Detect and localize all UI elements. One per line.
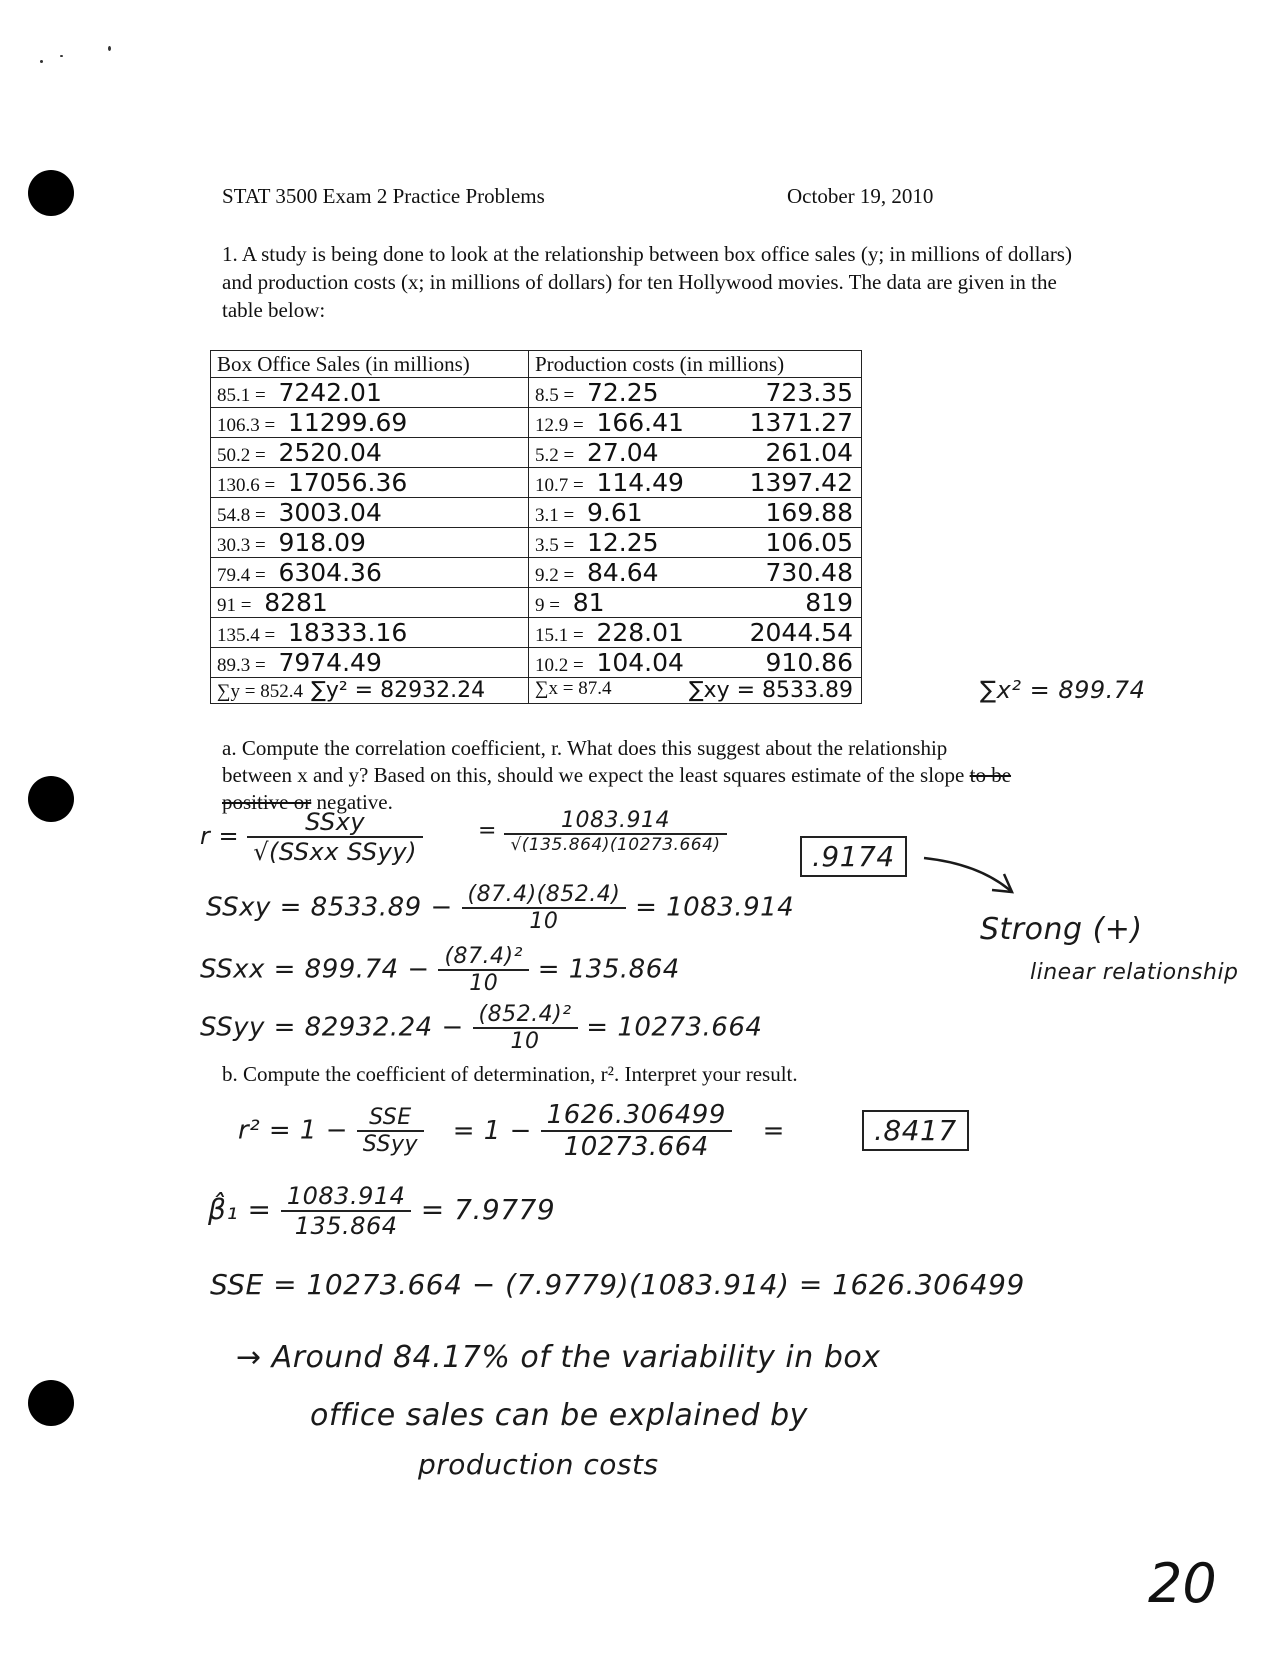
scan-speck [60, 55, 63, 57]
x-value: 12.9 [535, 415, 569, 436]
sse-calc: SSE = 10273.664 − (7.9779)(1083.914) = 1626.306499 [210, 1268, 1025, 1301]
punch-hole-middle [28, 776, 74, 822]
r-result: .9174 [800, 836, 907, 877]
y-value: 106.3 [217, 415, 260, 436]
col-header-production: Production costs (in millions) [529, 351, 862, 378]
y-value: 135.4 [217, 625, 260, 646]
x-squared: 81 [572, 588, 605, 617]
xy-product: 261.04 [765, 438, 853, 467]
part-a-struck-text: to be positive or [222, 763, 1012, 814]
x-value: 8.5 [535, 385, 559, 406]
r2-result: .8417 [862, 1110, 969, 1151]
b1-calc [208, 1182, 555, 1240]
xy-product: 910.86 [765, 648, 853, 677]
note-strong: Strong (+) [980, 912, 1143, 947]
r2-numerator: SSE [357, 1105, 424, 1132]
r-denominator-value: √(135.864)(10273.664) [510, 835, 721, 855]
x-squared: 228.01 [596, 618, 684, 647]
ssyy-label: SSyy = 82932.24 − [200, 1012, 464, 1043]
x-value: 5.2 [535, 445, 559, 466]
ssyy-value: = 10273.664 [586, 1012, 763, 1043]
sum-x-squared: ∑x² = 899.74 [980, 676, 1146, 704]
ssxy-value: = 1083.914 [635, 892, 795, 923]
xy-product: 819 [805, 588, 853, 617]
y-squared: 18333.16 [287, 618, 408, 647]
b1-value: = 7.9779 [420, 1193, 556, 1226]
y-value: 50.2 [217, 445, 251, 466]
r-denominator: √(SSxx SSyy) [253, 838, 417, 866]
r2-calc [238, 1100, 785, 1162]
y-value: 85.1 [217, 385, 251, 406]
r2-label: r² = 1 − [238, 1115, 349, 1146]
r-numerator: SSxy [247, 808, 423, 838]
y-value: 30.3 [217, 535, 251, 556]
r2-equals: = [762, 1115, 785, 1146]
sum-xy: ∑xy = 8533.89 [688, 678, 853, 703]
r2-sse-value: 1626.306499 [541, 1100, 732, 1132]
score-mark: 20 [1148, 1552, 1217, 1615]
b1-denominator: 135.864 [294, 1212, 398, 1240]
xy-product: 169.88 [765, 498, 853, 527]
question-1-text: 1. A study is being done to look at the relationship between box office sales (y; in millions of dollars) and production costs (x; in millions of dollars) for ten Hollywood movies. The data are given in the table below: [222, 242, 1072, 322]
part-a-question [222, 735, 1022, 816]
ssxy-denominator: 10 [529, 909, 559, 934]
xy-product: 730.48 [765, 558, 853, 587]
x-value: 9.2 [535, 565, 559, 586]
arrow-annotation [920, 852, 1040, 912]
xy-product: 1371.27 [749, 408, 853, 437]
ssxx-label: SSxx = 899.74 − [200, 954, 430, 985]
r-equals: = [478, 818, 497, 844]
interpretation-line-2: office sales can be explained by [310, 1398, 808, 1433]
part-a-text: a. Compute the correlation coefficient, r. What does this suggest about the relationship between x and y? Based on this, should we expect the least squares estimate of the slope [222, 736, 970, 787]
ssxx-denominator: 10 [469, 971, 499, 996]
table-row: 89.3 = 7974.49 10.2 = 104.04 910.86 [211, 648, 862, 678]
x-squared: 84.64 [586, 558, 659, 587]
ssyy-calc [200, 1002, 762, 1054]
sum-row [211, 678, 862, 704]
x-squared: 12.25 [586, 528, 659, 557]
note-linear-relationship: linear relationship [1030, 960, 1239, 985]
x-squared: 166.41 [596, 408, 684, 437]
ssxx-numerator: (87.4)² [438, 944, 528, 971]
ssxy-calc [206, 882, 794, 934]
exam-date: October 19, 2010 [787, 184, 934, 208]
y-squared: 2520.04 [278, 438, 382, 467]
scan-speck [40, 60, 43, 63]
x-value: 10.2 [535, 655, 569, 676]
table-row: 79.4 = 6304.36 9.2 = 84.64 730.48 [211, 558, 862, 588]
x-value: 9 [535, 595, 545, 616]
y-value: 54.8 [217, 505, 251, 526]
r-formula [200, 808, 423, 866]
xy-product: 2044.54 [749, 618, 853, 647]
r2-denominator: SSyy [362, 1132, 418, 1157]
y-value: 130.6 [217, 475, 260, 496]
x-value: 10.7 [535, 475, 569, 496]
y-value: 89.3 [217, 655, 251, 676]
r-label: r = [200, 822, 240, 850]
table-row: 54.8 = 3003.04 3.1 = 9.61 169.88 [211, 498, 862, 528]
sum-y: ∑y = 852.4 [217, 681, 304, 702]
ssxx-calc [200, 944, 680, 996]
x-value: 3.5 [535, 535, 559, 556]
x-squared: 27.04 [586, 438, 659, 467]
punch-hole-top [28, 170, 74, 216]
xy-product: 723.35 [765, 378, 853, 407]
table-row: 85.1 = 7242.01 8.5 = 72.25 723.35 [211, 378, 862, 408]
y-value: 79.4 [217, 565, 251, 586]
y-squared: 7242.01 [278, 378, 382, 407]
ssxx-value: = 135.864 [537, 954, 680, 985]
ssxy-label: SSxy = 8533.89 − [206, 892, 453, 923]
page-header [222, 184, 962, 209]
data-table [210, 350, 862, 704]
ssyy-numerator: (852.4)² [473, 1002, 578, 1029]
exam-title: STAT 3500 Exam 2 Practice Problems [222, 184, 545, 208]
interpretation-line-3: production costs [418, 1448, 659, 1481]
b1-label: β̂₁ = [208, 1193, 272, 1226]
y-value: 91 [217, 595, 236, 616]
part-b-question: b. Compute the coefficient of determination, r². Interpret your result. [222, 1062, 798, 1086]
table-row: 91 = 8281 9 = 81 819 [211, 588, 862, 618]
xy-product: 106.05 [765, 528, 853, 557]
r2-middle: = 1 − [452, 1115, 532, 1146]
ssyy-denominator: 10 [510, 1029, 540, 1054]
table-row: 130.6 = 17056.36 10.7 = 114.49 1397.42 [211, 468, 862, 498]
y-squared: 11299.69 [287, 408, 408, 437]
y-squared: 6304.36 [278, 558, 382, 587]
table-row: 30.3 = 918.09 3.5 = 12.25 106.05 [211, 528, 862, 558]
punch-hole-bottom [28, 1380, 74, 1426]
x-value: 3.1 [535, 505, 559, 526]
y-squared: 3003.04 [278, 498, 382, 527]
y-squared: 918.09 [278, 528, 366, 557]
x-squared: 72.25 [586, 378, 659, 407]
part-a-text-end: negative. [311, 790, 393, 814]
y-squared: 7974.49 [278, 648, 382, 677]
table-row: 135.4 = 18333.16 15.1 = 228.01 2044.54 [211, 618, 862, 648]
r-numerator-value: 1083.914 [504, 808, 726, 835]
x-squared: 9.61 [586, 498, 643, 527]
b1-numerator: 1083.914 [281, 1182, 412, 1212]
r-substituted [478, 808, 727, 855]
scan-speck [108, 46, 111, 51]
x-squared: 104.04 [596, 648, 684, 677]
interpretation-line-1: → Around 84.17% of the variability in box [236, 1340, 881, 1375]
table-row: 106.3 = 11299.69 12.9 = 166.41 1371.27 [211, 408, 862, 438]
x-squared: 114.49 [596, 468, 684, 497]
sum-x: ∑x = 87.4 [535, 678, 612, 699]
table-row: 50.2 = 2520.04 5.2 = 27.04 261.04 [211, 438, 862, 468]
col-header-box-office: Box Office Sales (in millions) [211, 351, 529, 378]
ssxy-numerator: (87.4)(852.4) [462, 882, 627, 909]
y-squared: 17056.36 [287, 468, 408, 497]
y-squared: 8281 [264, 588, 328, 617]
sum-y-squared: ∑y² = 82932.24 [311, 678, 486, 703]
xy-product: 1397.42 [749, 468, 853, 497]
r2-ssyy-value: 10273.664 [563, 1132, 709, 1162]
x-value: 15.1 [535, 625, 569, 646]
